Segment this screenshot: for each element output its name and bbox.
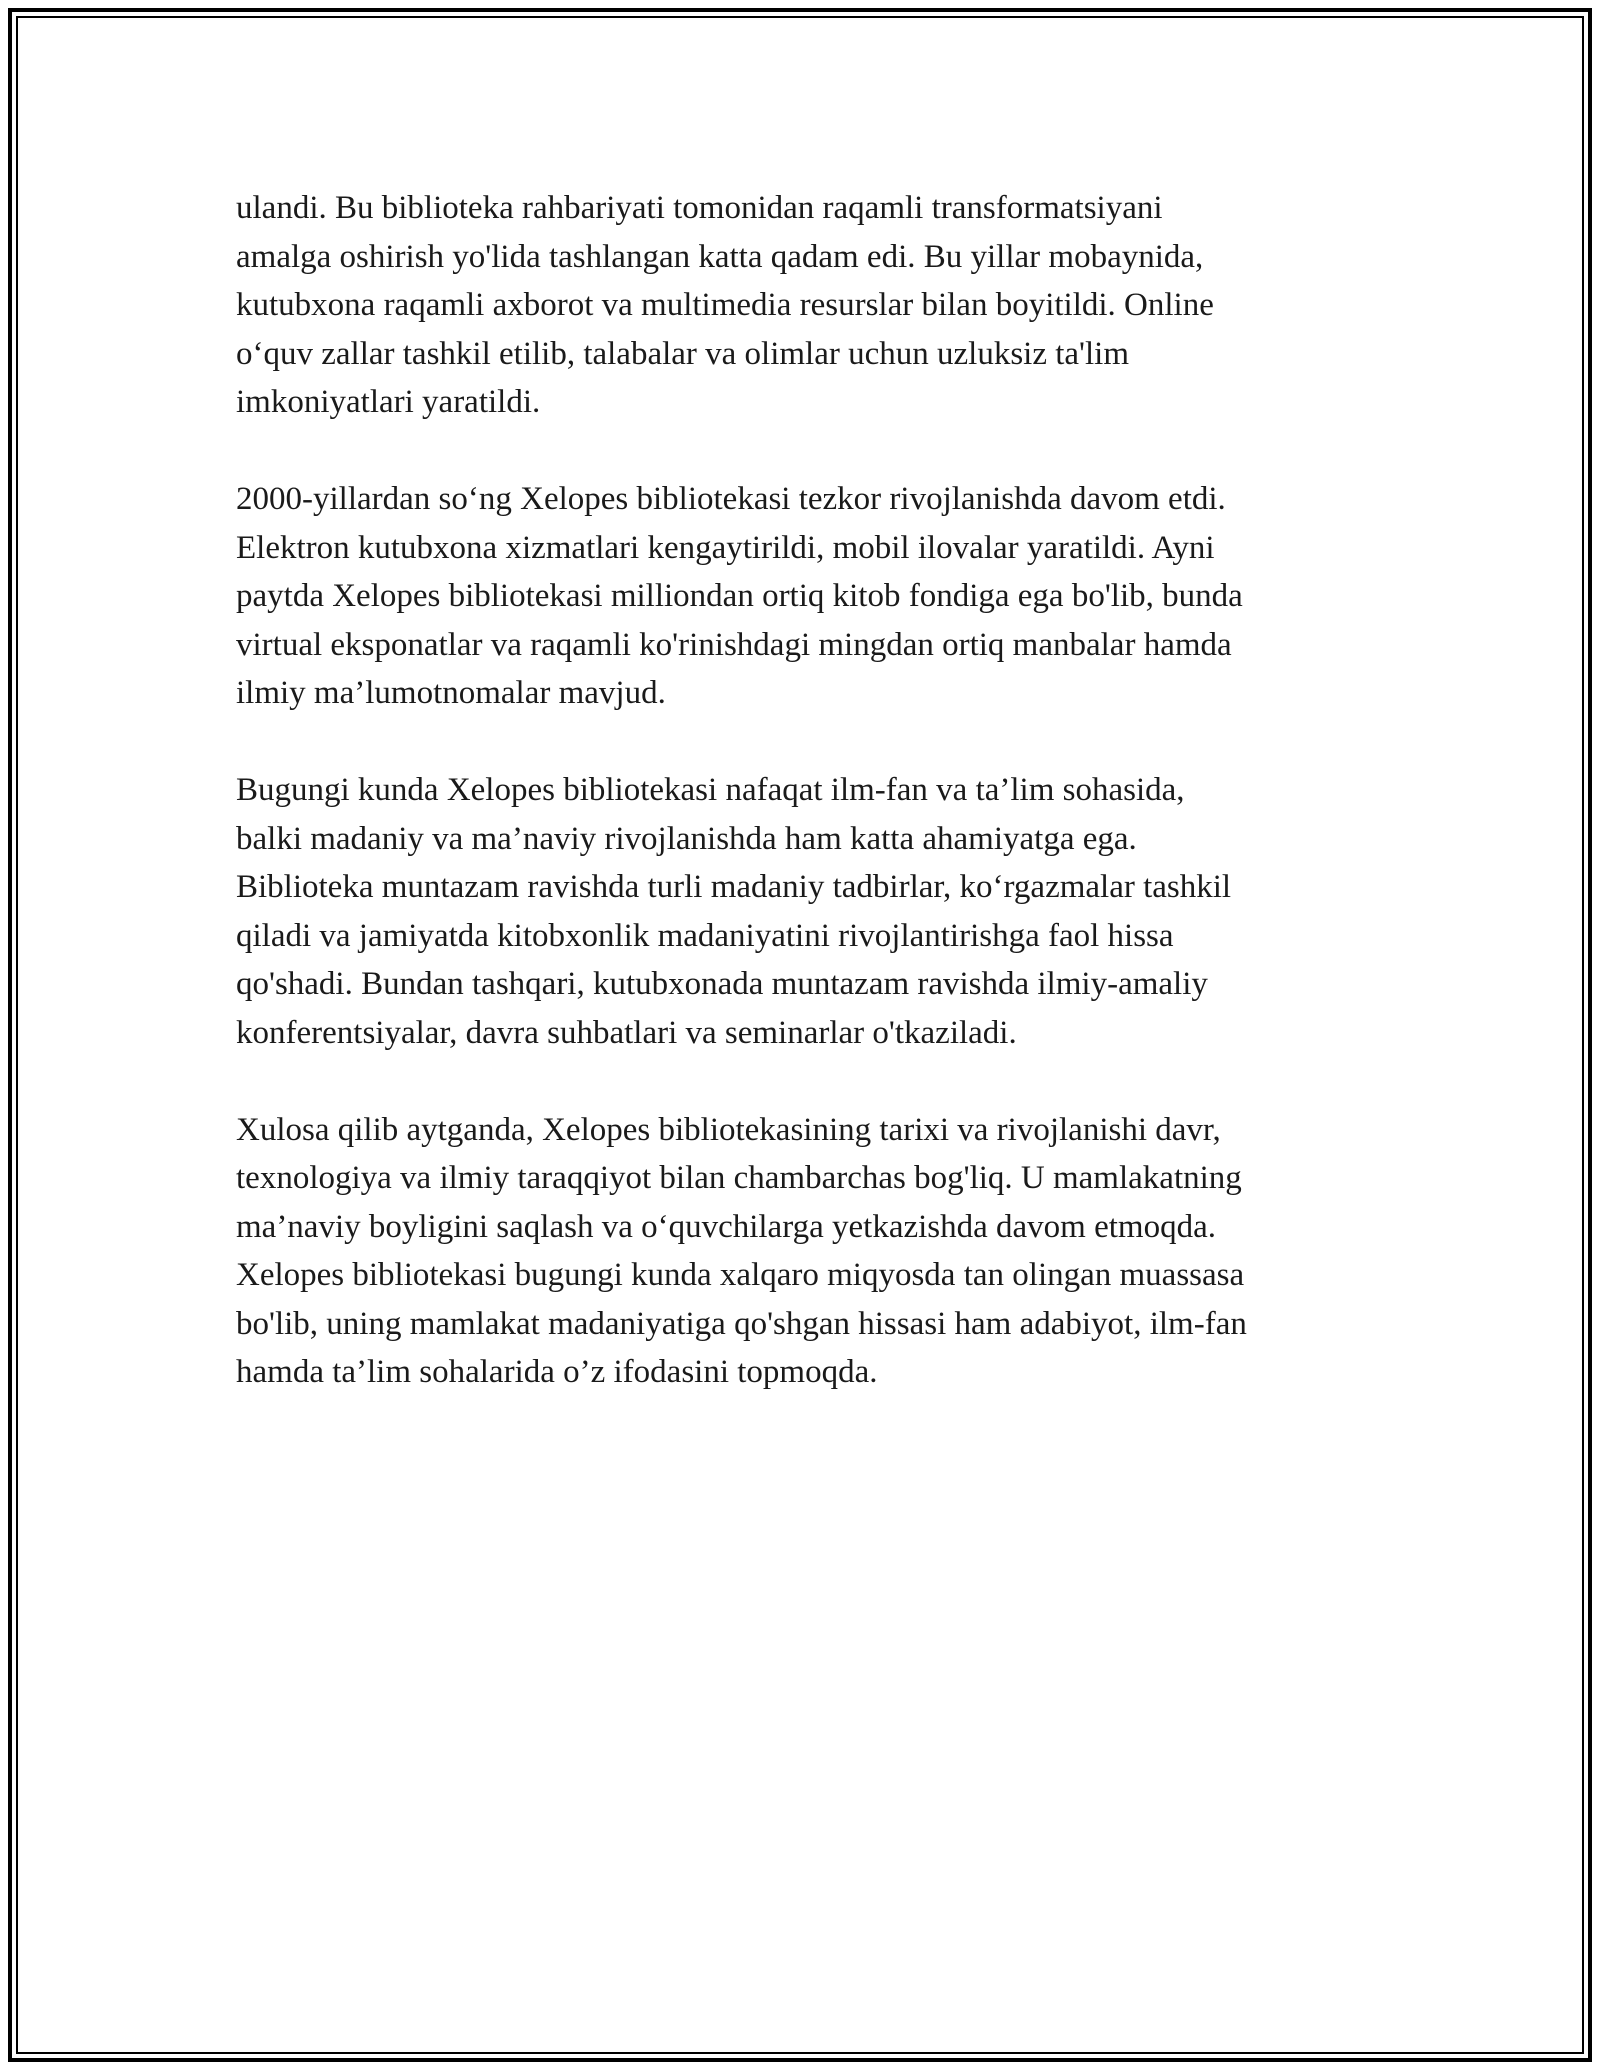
text-line: kutubxona raqamli axborot va multimedia resurslar bilan boyitildi. Online — [236, 287, 1214, 323]
text-line: paytda Xelopes bibliotekasi milliondan ortiq kitob fondiga ega bo'lib, bunda — [236, 578, 1243, 614]
text-line: virtual eksponatlar va raqamli ko'rinishdagi mingdan ortiq manbalar hamda — [236, 626, 1232, 663]
text-line: bo'lib, uning mamlakat madaniyatiga qo'shgan hissasi ham adabiyot, ilm-fan — [236, 1305, 1247, 1342]
text-line: o‘quv zallar tashkil etilib, talabalar va olimlar uchun uzluksiz ta'lim — [236, 335, 1129, 372]
paragraph-2 — [236, 475, 1376, 718]
text-line: 2000-yillardan so‘ng Xelopes bibliotekasi tezkor rivojlanishda davom etdi. — [236, 481, 1226, 517]
text-line: ilmiy ma’lumotnomalar mavjud. — [236, 675, 666, 711]
text-line: Xulosa qilib aytganda, Xelopes bibliotekasining tarixi va rivojlanishi davr, — [236, 1111, 1221, 1148]
text-line: Bugungi kunda Xelopes bibliotekasi nafaqat ilm-fan va ta’lim sohasida, — [236, 772, 1185, 808]
text-line: balki madaniy va ma’naviy rivojlanishda ham katta ahamiyatga ega. — [236, 820, 1137, 857]
text-line: imkoniyatlari yaratildi. — [236, 384, 541, 420]
text-line: amalga oshirish yo'lida tashlangan katta qadam edi. Bu yillar mobaynida, — [236, 238, 1204, 275]
text-line: qo'shadi. Bundan tashqari, kutubxonada muntazam ravishda ilmiy-amaliy — [236, 966, 1208, 1002]
paragraph-1 — [236, 184, 1376, 427]
text-line: Biblioteka muntazam ravishda turli madaniy tadbirlar, ko‘rgazmalar tashkil — [236, 869, 1232, 905]
text-line: konferentsiyalar, davra suhbatlari va seminarlar o'tkaziladi. — [236, 1014, 1017, 1051]
paragraph-3 — [236, 766, 1376, 1057]
text-line: ulandi. Bu biblioteka rahbariyati tomonidan raqamli transformatsiyani — [236, 190, 1163, 226]
text-line: hamda ta’lim sohalarida o’z ifodasini topmoqda. — [236, 1354, 878, 1390]
text-line: ma’naviy boyligini saqlash va o‘quvchilarga yetkazishda davom etmoqda. — [236, 1208, 1216, 1245]
text-line: qiladi va jamiyatda kitobxonlik madaniyatini rivojlantirishga faol hissa — [236, 917, 1174, 954]
document-body — [236, 184, 1376, 1445]
text-line: texnologiya va ilmiy taraqqiyot bilan chambarchas bog'liq. U mamlakatning — [236, 1160, 1242, 1196]
text-line: Elektron kutubxona xizmatlari kengaytirildi, mobil ilovalar yaratildi. Ayni — [236, 529, 1215, 566]
text-line: Xelopes bibliotekasi bugungi kunda xalqaro miqyosda tan olingan muassasa — [236, 1257, 1245, 1293]
paragraph-4 — [236, 1106, 1376, 1397]
